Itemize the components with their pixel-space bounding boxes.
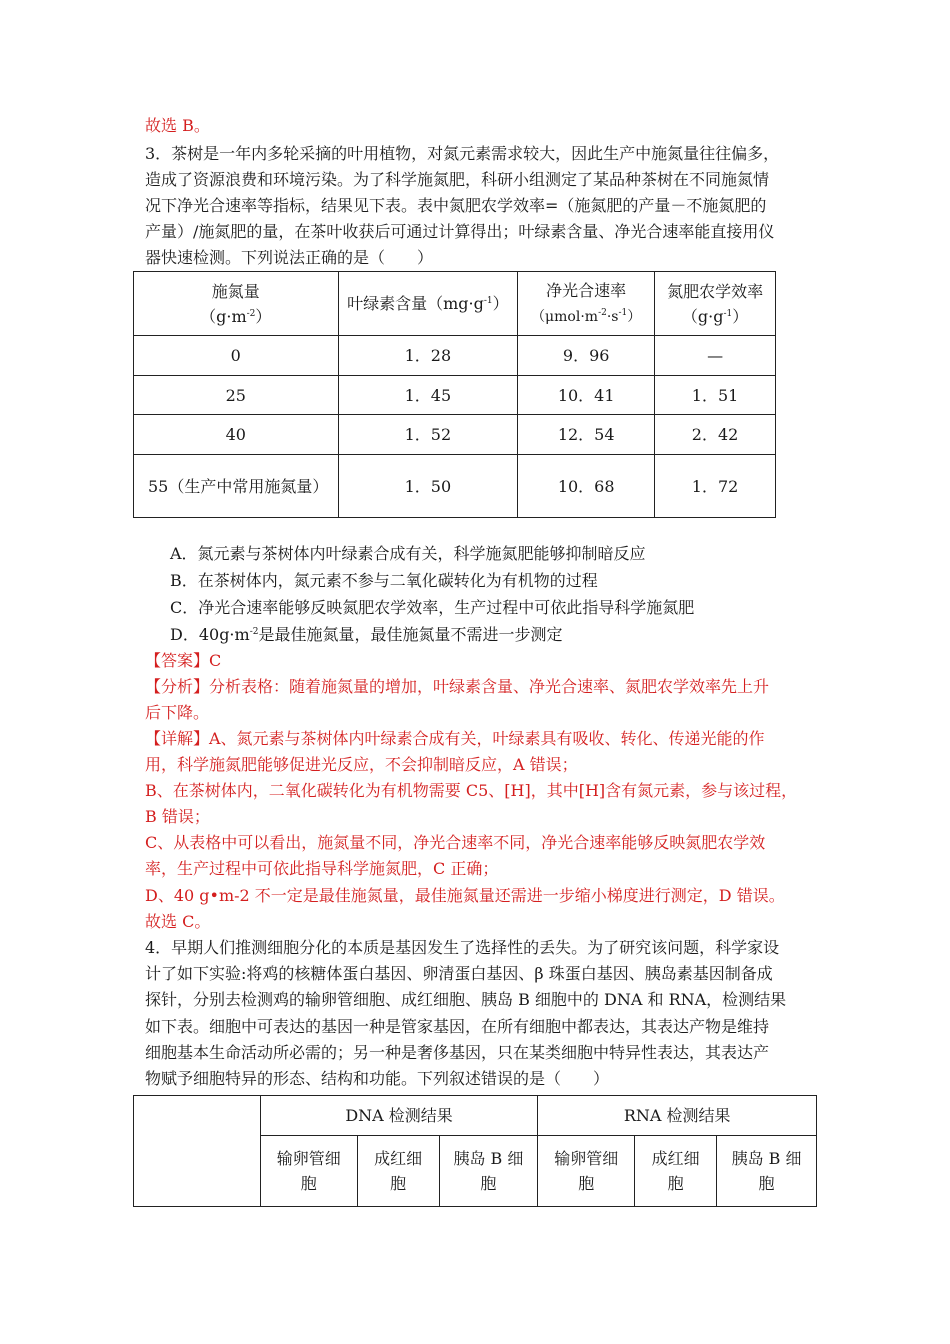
- empty-corner-cell: [134, 1096, 261, 1207]
- q3-detail-line: D、40 g•m-2 不一定是最佳施氮量，最佳施氮量还需进一步缩小梯度进行测定，D 错误。: [145, 886, 785, 905]
- header-rna-results: RNA 检测结果: [538, 1096, 817, 1136]
- table-cell: 12．54: [518, 415, 655, 455]
- q3-option-a: A．氮元素与茶树体内叶绿素合成有关，科学施氮肥能够抑制暗反应: [170, 544, 646, 563]
- subheader-cell: 成红细 胞: [635, 1136, 717, 1207]
- q3-option-c: C．净光合速率能够反映氮肥农学效率，生产过程中可依此指导科学施氮肥: [170, 598, 695, 617]
- q3-detail-line: 【详解】A、氮元素与茶树体内叶绿素合成有关，叶绿素具有吸收、转化、传递光能的作: [145, 729, 765, 748]
- header-nitrogen-amount: 施氮量 $(g\cdot m^{-2})$: [134, 272, 339, 336]
- q3-stem-line: 器快速检测。下列说法正确的是（ ）: [145, 248, 434, 267]
- q3-detail-line: B、在茶树体内，二氧化碳转化为有机物需要 C5、[H]，其中[H]含有氮元素，参与该过程，: [145, 781, 798, 800]
- subheader-cell: 输卵管细 胞: [260, 1136, 357, 1207]
- q4-stem-line: 4．早期人们推测细胞分化的本质是基因发生了选择性的丢失。为了研究该问题，科学家设: [145, 938, 780, 957]
- table-cell: 1．50: [338, 455, 518, 518]
- table-cell: 1．45: [338, 376, 518, 415]
- q4-stem-line: 探针，分别去检测鸡的输卵管细胞、成红细胞、胰岛 B 细胞中的 DNA 和 RNA，检测结果: [145, 990, 787, 1009]
- q3-detail-line: 用，科学施氮肥能够促进光反应，不会抑制暗反应，A 错误；: [145, 755, 578, 774]
- q3-stem-line: 3．茶树是一年内多轮采摘的叶用植物，对氮元素需求较大，因此生产中施氮量往往偏多，: [145, 144, 780, 163]
- subheader-cell: 输卵管细 胞: [538, 1136, 635, 1207]
- table-cell: —: [655, 336, 776, 376]
- table-row: [134, 455, 776, 518]
- table-cell: 10．68: [518, 455, 655, 518]
- table-header-row: [134, 1096, 817, 1136]
- subheader-cell: 胰岛 B 细 胞: [717, 1136, 817, 1207]
- header-dna-results: DNA 检测结果: [260, 1096, 538, 1136]
- q3-answer: 【答案】C: [145, 651, 222, 670]
- q3-option-b: B．在茶树体内，氮元素不参与二氧化碳转化为有机物的过程: [170, 571, 598, 590]
- table-row: [134, 376, 776, 415]
- q3-data-table: [133, 271, 776, 518]
- q4-stem-line: 物赋予细胞特异的形态、结构和功能。下列叙述错误的是（ ）: [145, 1069, 610, 1088]
- table-row: [134, 415, 776, 455]
- q3-detail-line: 率，生产过程中可依此指导科学施氮肥，C 正确；: [145, 859, 499, 878]
- header-net-photosynthesis: 净光合速率 $(\mu mol\cdot m^{-2}\cdot s^{-1})$: [518, 272, 655, 336]
- table-cell: 1．51: [655, 376, 776, 415]
- table-cell: 40: [134, 415, 339, 455]
- subheader-cell: 胰岛 B 细 胞: [439, 1136, 538, 1207]
- q3-stem-line: 况下净光合速率等指标，结果见下表。表中氮肥农学效率=（施氮肥的产量－不施氮肥的: [145, 196, 767, 215]
- table-cell: 1．72: [655, 455, 776, 518]
- table-row: [134, 336, 776, 376]
- table-cell: 1．28: [338, 336, 518, 376]
- q4-detection-table: [133, 1095, 817, 1207]
- table-cell: 2．42: [655, 415, 776, 455]
- q4-stem-line: 如下表。细胞中可表达的基因一种是管家基因，在所有细胞中都表达，其表达产物是维持: [145, 1017, 770, 1036]
- table-cell: 25: [134, 376, 339, 415]
- subheader-cell: 成红细 胞: [357, 1136, 439, 1207]
- q3-stem-line: 造成了资源浪费和环境污染。为了科学施氮肥，科研小组测定了某品种茶树在不同施氮情: [145, 170, 770, 189]
- table-cell: 55（生产中常用施氮量）: [134, 455, 339, 518]
- previous-conclusion: 故选 B。: [145, 116, 210, 135]
- q3-analysis-line: 后下降。: [145, 703, 210, 722]
- q3-stem-line: 产量）/施氮肥的量，在茶叶收获后可通过计算得出；叶绿素含量、净光合速率能直接用仪: [145, 222, 775, 241]
- q3-conclusion: 故选 C。: [145, 912, 211, 931]
- q3-analysis-line: 【分析】分析表格：随着施氮量的增加，叶绿素含量、净光合速率、氮肥农学效率先上升: [145, 677, 770, 696]
- header-fertilizer-efficiency: 氮肥农学效率 $(g\cdot g^{-1})$: [655, 272, 776, 336]
- table-cell: 1．52: [338, 415, 518, 455]
- header-chlorophyll: 叶绿素含量$(mg\cdot g^{-1})$: [338, 272, 518, 336]
- table-cell: 0: [134, 336, 339, 376]
- table-cell: 9．96: [518, 336, 655, 376]
- q3-detail-line: B 错误；: [145, 807, 210, 826]
- q4-stem-line: 计了如下实验:将鸡的核糖体蛋白基因、卵清蛋白基因、β 珠蛋白基因、胰岛素基因制备成: [145, 964, 773, 983]
- q3-option-d: D．$40g\cdot m^{-2}$是最佳施氮量，最佳施氮量不需进一步测定: [170, 625, 563, 644]
- q3-detail-line: C、从表格中可以看出，施氮量不同，净光合速率不同，净光合速率能够反映氮肥农学效: [145, 833, 766, 852]
- table-header-row: [134, 272, 776, 336]
- table-cell: 10．41: [518, 376, 655, 415]
- q4-stem-line: 细胞基本生命活动所必需的；另一种是奢侈基因，只在某类细胞中特异性表达，其表达产: [145, 1043, 770, 1062]
